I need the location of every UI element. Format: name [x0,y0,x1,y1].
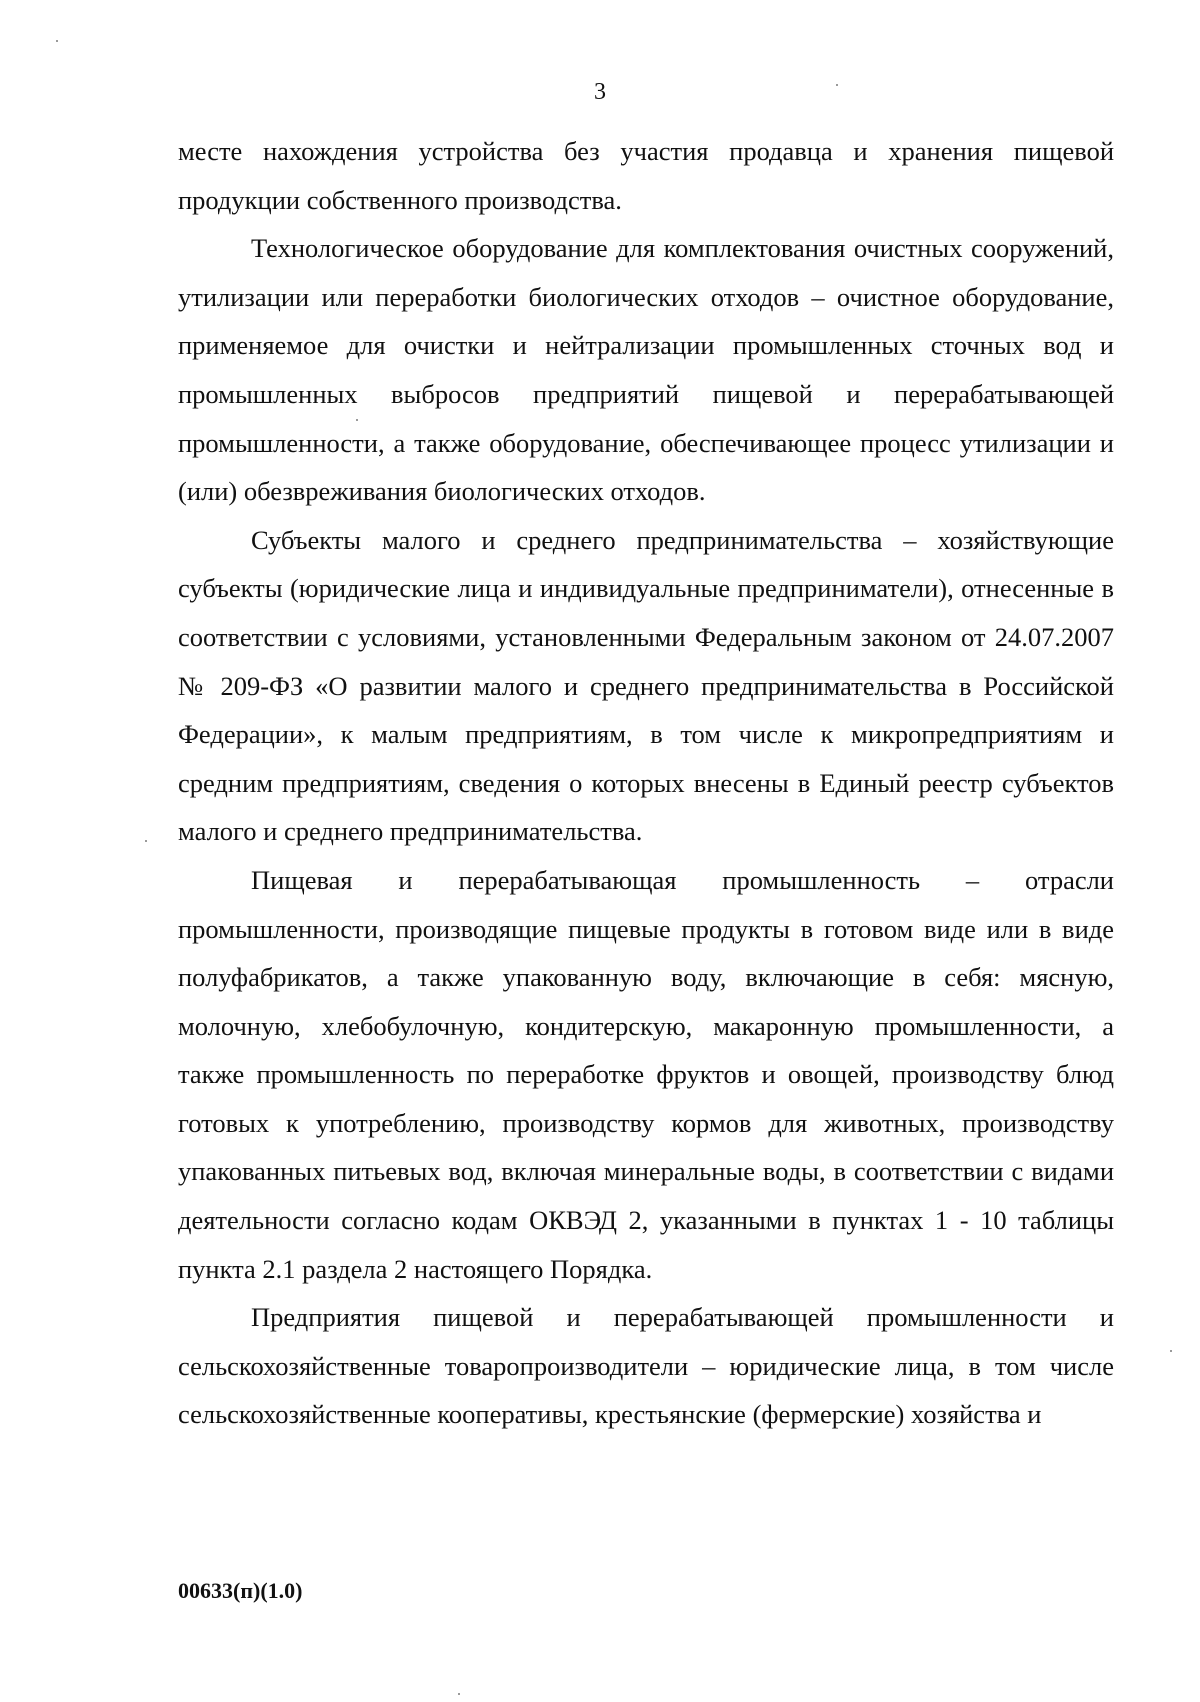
paragraph-small-medium-business: Субъекты малого и среднего предпринимательства – хозяйствующие субъекты (юридические лица и индивидуальные предприниматели), отнесенные в соответствии с условиями, установленными Федеральным законом от 24.07.2007 № 209-ФЗ «О развитии малого и среднего предпринимательства в Российской Федерации», к малым предприятиям, в том числе к микропредприятиям и средним предприятиям, сведения о которых внесены в Единый реестр субъектов малого и среднего предпринимательства. [178,524,1114,847]
scan-speck [458,1693,460,1695]
scan-speck [356,419,358,421]
scan-speck [836,84,838,86]
paragraph-food-processing-industry: Пищевая и перерабатывающая промышленность – отрасли промышленности, производящие пищевые продукты в готовом виде или в виде полуфабрикатов, а также упакованную воду, включающие в себя: мясную, молочную, хлебобулочную, кондитерскую, макаронную промышленности, а также промышленность по переработке фруктов и овощей, производству блюд готовых к употреблению, производству кормов для животных, производству упакованных питьевых вод, включая минеральные воды, в соответствии с видами деятельности согласно кодам ОКВЭД 2, указанными в пунктах 1 - 10 таблицы пункта 2.1 раздела 2 настоящего Порядка. [178,864,1114,1284]
page-number: 3 [594,79,606,105]
scan-speck [145,840,147,842]
scan-speck [1170,1350,1172,1352]
paragraph-continuation: месте нахождения устройства без участия продавца и хранения пищевой продукции собственного производства. [178,136,1114,215]
paragraph-food-enterprises: Предприятия пищевой и перерабатывающей промышленности и сельскохозяйственные товаропроизводители – юридические лица, в том числе сельскохозяйственные кооперативы, крестьянские (фермерские) хозяйства и [178,1302,1114,1430]
scan-speck [56,40,58,42]
footer-document-code: 00633(п)(1.0) [178,1578,303,1603]
document-body [178,127,1114,1439]
paragraph-treatment-equipment: Технологическое оборудование для комплектования очистных сооружений, утилизации или переработки биологических отходов – очистное оборудование, применяемое для очистки и нейтрализации промышленных сточных вод и промышленных выбросов предприятий пищевой и перерабатывающей промышленности, а также оборудование, обеспечивающее процесс утилизации и (или) обезвреживания биологических отходов. [178,233,1114,507]
